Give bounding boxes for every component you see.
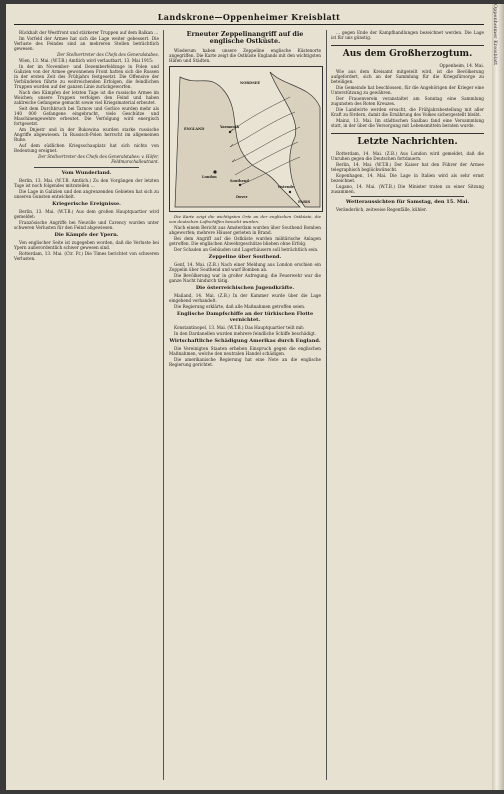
- dateline: Wien, 13. Mai. (W.T.B.) Amtlich wird verlautbart, 13. Mai 1915:: [19, 57, 154, 63]
- paragraph: Rückhalt der Westfront und stärkerer Truppen auf dem Balkan ...: [19, 30, 159, 35]
- newspaper-page: [6, 4, 492, 790]
- paragraph: In der im November- und Dezemberfeldzuge in Polen und Galizien von der Armee gewonnenen Front hatten sich die Russen in der ersten Zeit des Frühjahrs festgesetzt. Die Offensive der Verbündeten führte zu weitreichenden Erfolgen, die feindlichen Truppen wurden auf der ganzen Linie zurückgeworfen.: [14, 63, 159, 90]
- paragraph: Mailand, 14. Mai. (Z.B.) In der Kammer wurde über die Lage eingehend verhandelt.: [169, 293, 321, 304]
- map-label: NORDSEE: [240, 81, 261, 86]
- paragraph: Seit dem Durchbruch bei Tarnow und Gorlice wurden mehr als 140 000 Gefangene eingebracht, viele Geschütze und Maschinengewehre erbeutet. Die Verfolgung wird energisch fortgesetzt.: [14, 106, 159, 127]
- map-drawing: [170, 67, 322, 211]
- paragraph: Die Regierung erklärte, daß alle Maßnahmen getroffen seien.: [174, 304, 306, 310]
- paragraph: Rotterdam, 13. Mai. (Ctr. Fr.) Die Times berichtet von schweren Verlusten.: [14, 250, 159, 261]
- paragraph: Konstantinopel, 13. Mai. (W.T.B.) Das Hauptquartier teilt mit:: [174, 325, 305, 331]
- section-headline: Letzte Nachrichten.: [331, 133, 484, 148]
- paragraph: Nach einem Bericht aus Amsterdam wurden über Southend Bomben abgeworfen; mehrere Häuser gerieten in Brand.: [169, 224, 321, 235]
- signature: Der Stellvertreter des Chefs des Generalstabes.: [57, 51, 159, 57]
- section-heading: Vom Wunderland.: [61, 169, 112, 176]
- paragraph: Bei dem Angriff auf die Ostküste wurden militärische Anlagen getroffen. Die englischen Abwehrgeschütze blieben ohne Erfolg.: [169, 235, 321, 246]
- section-heading: Kriegerische Ereignisse.: [52, 200, 121, 207]
- paragraph: Berlin, 13. Mai. (W.T.B.) Aus dem großen Hauptquartier wird gemeldet:: [14, 208, 159, 219]
- paragraph: Lugano, 14. Mai. (W.T.B.) Die Minister traten zu einer Sitzung zusammen.: [331, 184, 484, 195]
- paragraph: Die Gemeinde hat beschlossen, für die Angehörigen der Krieger eine Unterstützung zu gewähren.: [331, 85, 484, 96]
- map-label: PARIS: [298, 200, 311, 205]
- zeppelin-map: [169, 66, 323, 212]
- adjacent-page-edge: [492, 4, 504, 790]
- paragraph: Die Landwirte werden ersucht, die Frühjahrsbestellung mit aller Kraft zu fördern, damit die Ernährung des Volkes sichergestellt bleibt.: [331, 107, 484, 118]
- map-label: London: [202, 175, 217, 180]
- dateline: Oppenheim, 14. Mai.: [439, 63, 484, 69]
- section-headline: Aus dem Großherzogtum.: [331, 45, 484, 60]
- map-label: Southend: [230, 179, 249, 184]
- column-rule: [163, 30, 164, 780]
- paragraph: In den Dardanellen wurden mehrere feindliche Schiffe beschädigt.: [174, 331, 317, 337]
- newspaper-title: Landskrone—Oppenheimer Kreisblatt: [157, 12, 341, 22]
- edge-text: Oppenheimer Kreisblatt: [492, 4, 498, 66]
- paragraph: Auf dem südlichen Kriegsschauplatz hat sich nichts von Bedeutung ereignet.: [14, 143, 159, 154]
- map-label: Ostende: [278, 185, 295, 190]
- paragraph: Mainz, 13. Mai. Im städtischen Saalbau fand eine Versammlung statt, in der über die Versorgung mit Lebensmitteln beraten wurde.: [331, 118, 484, 129]
- divider: [34, 167, 139, 168]
- paragraph: Berlin, 14. Mai. (W.T.B.) Der Kaiser hat den Führer der Armee telegraphisch beglückwünscht.: [331, 162, 484, 173]
- map-label: Yarmouth: [220, 125, 240, 130]
- paragraph: Am Dnjestr und in der Bukowina wurden starke russische Angriffe abgewiesen. In Russisch-Polen herrscht im allgemeinen Ruhe.: [14, 127, 159, 143]
- paragraph: Die Lage in Galizien und den angrenzenden Gebieten hat sich zu unseren Gunsten entwickelt.: [14, 188, 159, 199]
- paragraph: Nach den Kämpfen der letzten Tage ist die russische Armee im Weichen; unsere Truppen verfolgen den Feind und haben zahlreiche Gefangene gemacht sowie viel Kriegsmaterial erbeutet.: [14, 90, 159, 106]
- paragraph: Die Bevölkerung war in großer Aufregung; die Feuerwehr war die ganze Nacht hindurch tätig.: [169, 272, 321, 284]
- paragraph: Wiederum haben unsere Zeppeline englische Küstenorte angegriffen. Die Karte zeigt die Ostküste Englands mit den wichtigsten Häfen und Städten.: [169, 47, 321, 63]
- column-1: [14, 30, 159, 782]
- section-heading: Die österreichischen Jugendkräfte.: [195, 285, 295, 292]
- paragraph: Im Vorfeld der Armee hat sich die Lage weiter gebessert. Die Verluste des Feindes sind an mehreren Stellen beträchtlich gewesen.: [14, 35, 159, 52]
- paragraph: Wie aus dem Kreisamt mitgeteilt wird, ist die Bevölkerung aufgefordert, sich an der Sammlung für die Kriegsfürsorge zu beteiligen.: [331, 69, 484, 85]
- paragraph: Französische Angriffe bei Neuville und Carency wurden unter schweren Verlusten für den Feind abgewiesen.: [14, 219, 159, 230]
- divider: [351, 196, 464, 197]
- paragraph: Die Vereinigten Staaten erheben Einspruch gegen die englischen Maßnahmen, welche den neutralen Handel schädigen.: [169, 346, 321, 357]
- column-rule: [326, 30, 327, 780]
- paragraph: Der Frauenverein veranstaltet am Sonntag eine Sammlung zugunsten des Roten Kreuzes.: [331, 96, 484, 107]
- signature: Der Stellvertreter des Chefs des Generalstabes: v. Höfer, Feldmarschalleutnant.: [38, 154, 159, 165]
- map-label: ENGLAND: [184, 127, 205, 132]
- weather-text: Veränderlich, zeitweise Regenfälle, kühler.: [336, 207, 427, 213]
- paragraph: Berlin, 13. Mai. (W.T.B. Amtlich.) Zu den Vorgängen der letzten Tage ist noch folgendes mitzuteilen ...: [14, 177, 159, 188]
- paragraph: Die amerikanische Regierung hat eine Note an die englische Regierung gerichtet.: [169, 357, 321, 368]
- section-heading: Wirtschaftliche Schädigung Amerikas durch England.: [169, 338, 321, 345]
- paragraph: ... gegen Ende der Kampfhandlungen bezeichnet werden. Die Lage ist für uns günstig.: [331, 30, 484, 41]
- map-caption: Die Karte zeigt die wichtigsten Orte an der englischen Ostküste, die von deutschen Luftschiffen besucht wurden.: [169, 214, 321, 225]
- article-headline: Erneuter Zeppelinangriff auf die englische Ostküste.: [186, 30, 304, 46]
- weather-heading: Wetteraussichten für Samstag, den 15. Mai.: [345, 199, 470, 206]
- section-heading: Die Kämpfe der Ypern.: [54, 231, 119, 238]
- page-header: [14, 10, 484, 25]
- paragraph: Rotterdam, 14. Mai. (Z.B.) Aus London wird gemeldet, daß die Unruhen gegen die Deutschen fortdauern.: [331, 151, 484, 162]
- paragraph: Von englischer Seite ist zugegeben worden, daß die Verluste bei Ypern außerordentlich schwer gewesen sind.: [14, 239, 159, 250]
- map-label: Dover: [236, 195, 248, 200]
- column-3: [331, 30, 484, 782]
- section-heading: Zeppeline über Southend.: [208, 253, 282, 260]
- paragraph: Kopenhagen, 14. Mai. Die Lage in Italien wird als sehr ernst bezeichnet.: [331, 173, 484, 184]
- column-2: [169, 30, 321, 782]
- paragraph: Der Schaden an Gebäuden und Lagerhäusern soll beträchtlich sein.: [174, 246, 319, 252]
- paragraph: Genf, 14. Mai. (Z.B.) Nach einer Meldung aus London erschien ein Zeppelin über Southend und warf Bomben ab.: [169, 261, 321, 273]
- section-heading: Englische Dampfschiffe an der türkischen Flotte vernichtet.: [176, 311, 314, 324]
